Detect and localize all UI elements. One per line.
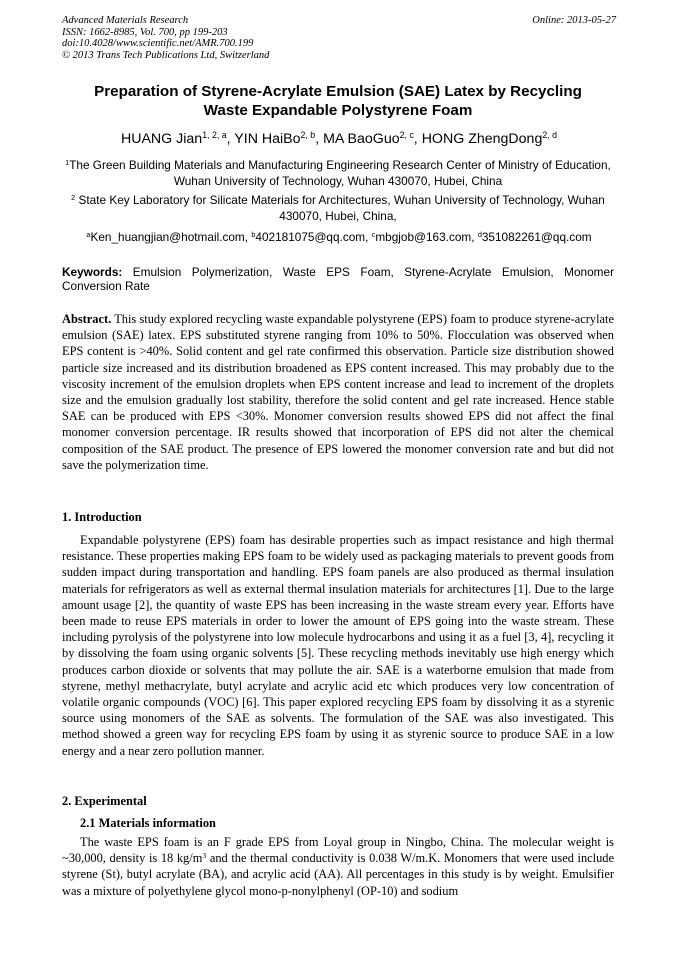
email-separator: , bbox=[471, 230, 478, 244]
introduction-paragraph: Expandable polystyrene (EPS) foam has desirable properties such as impact resistance and high thermal resistance. These properties making EPS foam to be widely used as packaging materials to prevent goods from sudden impact during transportation and handling. EPS foam panels are also produced as thermal insulation materials for refrigerators as well as external thermal insulation materials for architectures [1]. Due to the large amount usage [2], the quantity of waste EPS has been increasing in the waste stream every year. Efforts have been made to reuse EPS materials in order to lower the amount of EPS going into the waste stream. These including pyrolysis of the polystyrene into low molecule hydrocarbons and using it as a fuel [3, 4], recycling it by dissolving the foam using organic solvents [5]. These recycling methods inevitably use high energy which produces carbon dioxide or solvents that may pollute the air. SAE is a waterborne emulsion that made from styrene, methyl methacrylate, butyl acrylate and acrylic acid etc which produces very low concentration of volatile organic compounds (VOC) [6]. This paper explored recycling EPS foam by dissolving it as a styrenic source using monomers of the SAE as solvents. The formulation of the SAE was also investigated. This method showed a green way for recycling EPS foam by using it as styrenic source to produce SAE in a low energy and a near zero pollution manner. bbox=[62, 533, 614, 758]
journal-copyright: © 2013 Trans Tech Publications Ltd, Switzerland bbox=[62, 49, 270, 61]
author-separator: , bbox=[226, 131, 235, 147]
abstract-label: Abstract. bbox=[62, 312, 112, 326]
title-line-2: Waste Expandable Polystyrene Foam bbox=[203, 102, 473, 119]
author-affiliation-mark: 2, d bbox=[542, 130, 558, 141]
materials-paragraph bbox=[62, 834, 614, 899]
email-separator: , bbox=[244, 230, 252, 244]
affiliation-mark: 2 bbox=[71, 192, 76, 202]
email-mark: a bbox=[86, 229, 91, 239]
email-separator: , bbox=[365, 230, 372, 244]
journal-doi[interactable]: doi:10.4028/www.scientific.net/AMR.700.199 bbox=[62, 38, 254, 50]
affiliation-1 bbox=[62, 157, 614, 189]
author-name: HONG ZhengDong bbox=[421, 131, 543, 147]
section-heading-introduction: 1. Introduction bbox=[62, 510, 142, 524]
keywords-label: Keywords: bbox=[62, 265, 123, 279]
affiliation-2 bbox=[62, 192, 614, 224]
subsection-heading-materials: 2.1 Materials information bbox=[80, 816, 216, 830]
materials-text-part-2: and the thermal conductivity is 0.038 W/m.K. Monomers that were used include styrene (St), butyl acrylate (BA), and acrylic acid (AA). All percentages in this study is by weight. Emulsifier was a mixture of polyethylene glycol mono-p-nonylphenyl (OP-10) and sodium bbox=[62, 851, 614, 898]
email-link[interactable]: Ken_huangjian@hotmail.com bbox=[90, 230, 245, 244]
title-line-1: Preparation of Styrene-Acrylate Emulsion (SAE) Latex by Recycling bbox=[94, 83, 582, 100]
online-date: Online: 2013-05-27 bbox=[532, 15, 616, 26]
author-name: HUANG Jian bbox=[120, 131, 203, 147]
email-mark: c bbox=[371, 229, 376, 239]
journal-issn: ISSN: 1662-8985, Vol. 700, pp 199-203 bbox=[62, 26, 228, 38]
email-link[interactable]: 351082261@qq.com bbox=[481, 230, 592, 244]
author-name: MA BaoGuo bbox=[323, 131, 400, 147]
affiliation-mark: 1 bbox=[65, 157, 70, 167]
author-affiliation-mark: 2, c bbox=[399, 130, 414, 141]
author-affiliation-mark: 2, b bbox=[300, 130, 316, 141]
keywords-paragraph bbox=[62, 265, 614, 293]
author-affiliation-mark: 1, 2, a bbox=[202, 130, 227, 141]
email-link[interactable]: 402181075@qq.com bbox=[255, 230, 366, 244]
author-separator: , bbox=[413, 131, 422, 147]
paper-title bbox=[62, 82, 614, 120]
author-list bbox=[40, 130, 638, 148]
author-emails bbox=[40, 230, 638, 245]
journal-header bbox=[62, 15, 269, 61]
section-heading-experimental: 2. Experimental bbox=[62, 794, 147, 808]
abstract-paragraph bbox=[62, 311, 614, 473]
journal-name: Advanced Materials Research bbox=[62, 15, 189, 26]
affiliation-text: The Green Building Materials and Manufacturing Engineering Research Center of Ministry of Education, Wuhan University of Technology, Wuhan 430070, Hubei, China bbox=[69, 158, 611, 188]
keywords-text: Emulsion Polymerization, Waste EPS Foam, Styrene-Acrylate Emulsion, Monomer Conversion Rate bbox=[62, 265, 614, 293]
email-mark: d bbox=[477, 229, 482, 239]
author-name: YIN HaiBo bbox=[234, 131, 301, 147]
email-link[interactable]: mbgjob@163.com bbox=[375, 230, 472, 244]
abstract-text: This study explored recycling waste expandable polystyrene (EPS) foam to produce styrene-acrylate emulsion (SAE) latex. EPS substituted styrene ranging from 10% to 50%. Flocculation was observed when EPS content is >40%. Solid content and gel rate confirmed this observation. Particle size distribution showed particle size increased and its distribution broadened as EPS content increased. This may probably due to the viscosity increment of the emulsion droplets when EPS content increase and lead to increment of the droplets size and the emulsion gradually lost stability, therefore the solid content and gel rate increased. Hence stable SAE can be produced with EPS <30%. Monomer conversion results showed EPS did not affect the final monomer conversion percentage. IR results showed that incorporation of EPS did not alter the chemical composition of the SAE product. The presence of EPS lowered the monomer conversion rate and but did not save the polymerization time. bbox=[62, 312, 614, 472]
materials-text-part-1: The waste EPS foam is an F grade EPS from Loyal group in Ningbo, China. The molecular weight is ~30,000, density is 18 kg/m bbox=[62, 835, 614, 866]
affiliation-text: State Key Laboratory for Silicate Materials for Architectures, Wuhan University of Technology, Wuhan 430070, Hubei, China, bbox=[75, 193, 605, 223]
unit-superscript: 3 bbox=[202, 850, 207, 860]
author-separator: , bbox=[315, 131, 324, 147]
email-mark: b bbox=[251, 229, 256, 239]
